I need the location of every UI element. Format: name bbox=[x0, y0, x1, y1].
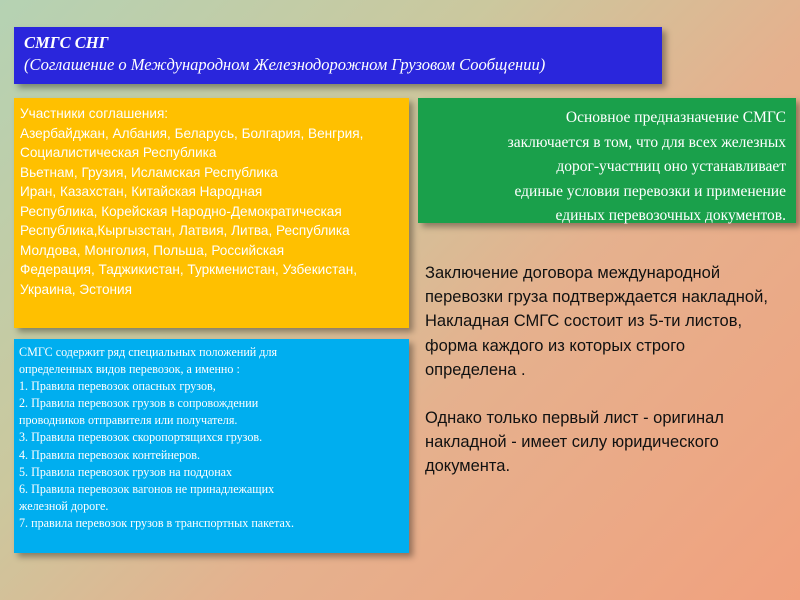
rules-line: СМГС содержит ряд специальных положений для bbox=[19, 345, 278, 359]
members-line: Участники соглашения: bbox=[20, 106, 169, 121]
purpose-line: единые условия перевозки и применение bbox=[514, 182, 786, 200]
purpose-line: Основное предназначение СМГС bbox=[565, 109, 786, 126]
contract-line: форма каждого из которых строго bbox=[425, 336, 686, 355]
title-box bbox=[14, 27, 662, 84]
purpose-line: дорог-участниц оно устанавливает bbox=[556, 158, 786, 175]
contract-line: Заключение договора международной bbox=[425, 264, 721, 282]
rules-line: 7. правила перевозок грузов в транспортных пакетах. bbox=[19, 515, 294, 530]
members-line: Иран, Казахстан, Китайская Народная bbox=[20, 184, 263, 199]
contract-line: Накладная СМГС состоит из 5-ти листов, bbox=[425, 312, 743, 331]
members-line: Украина, Эстония bbox=[20, 281, 132, 297]
contract-line: перевозки груза подтверждается накладной, bbox=[425, 288, 768, 307]
members-box bbox=[14, 98, 409, 328]
members-line: Азербайджан, Албания, Беларусь, Болгария, Венгрия, bbox=[20, 125, 364, 141]
purpose-line: заключается в том, что для всех железных bbox=[507, 133, 786, 151]
contract-line: накладной - имеет силу юридического bbox=[425, 433, 719, 452]
purpose-line: единых перевозочных документов. bbox=[555, 207, 786, 224]
members-line: Федерация, Таджикистан, Туркменистан, Узбекистан, bbox=[20, 262, 357, 277]
paragraph-spacer bbox=[425, 382, 797, 406]
rules-line: железной дороге. bbox=[19, 498, 109, 513]
contract-text bbox=[425, 261, 797, 479]
purpose-box bbox=[418, 98, 796, 223]
members-line: Республика, Корейская Народно-Демократическая bbox=[20, 203, 342, 219]
rules-line: 2. Правила перевозок грузов в сопровождении bbox=[19, 396, 259, 411]
rules-line: 1. Правила перевозок опасных грузов, bbox=[19, 379, 216, 394]
rules-line: проводников отправителя или получателя. bbox=[19, 413, 238, 428]
rules-line: 4. Правила перевозок контейнеров. bbox=[19, 447, 201, 462]
members-line: Республика,Кыргызстан, Латвия, Литва, Республика bbox=[20, 223, 350, 238]
slide-title: СМГС СНГ bbox=[24, 33, 109, 52]
rules-box bbox=[14, 339, 409, 553]
rules-line: 3. Правила перевозок скоропортящихся грузов. bbox=[19, 430, 263, 445]
slide-subtitle: (Соглашение о Международном Железнодорожном Грузовом Сообщении) bbox=[24, 55, 546, 74]
members-line: Социалистическая Республика bbox=[20, 145, 217, 160]
members-line: Молдова, Монголия, Польша, Российская bbox=[20, 242, 285, 258]
contract-line: документа. bbox=[425, 457, 511, 476]
members-line: Вьетнам, Грузия, Исламская Республика bbox=[20, 164, 278, 180]
rules-line: 6. Правила перевозок вагонов не принадлежащих bbox=[19, 481, 275, 496]
contract-line: определена . bbox=[425, 360, 526, 379]
contract-line: Однако только первый лист - оригинал bbox=[425, 409, 724, 428]
rules-line: 5. Правила перевозок грузов на поддонах bbox=[19, 464, 233, 479]
rules-line: определенных видов перевозок, а именно : bbox=[19, 362, 240, 377]
